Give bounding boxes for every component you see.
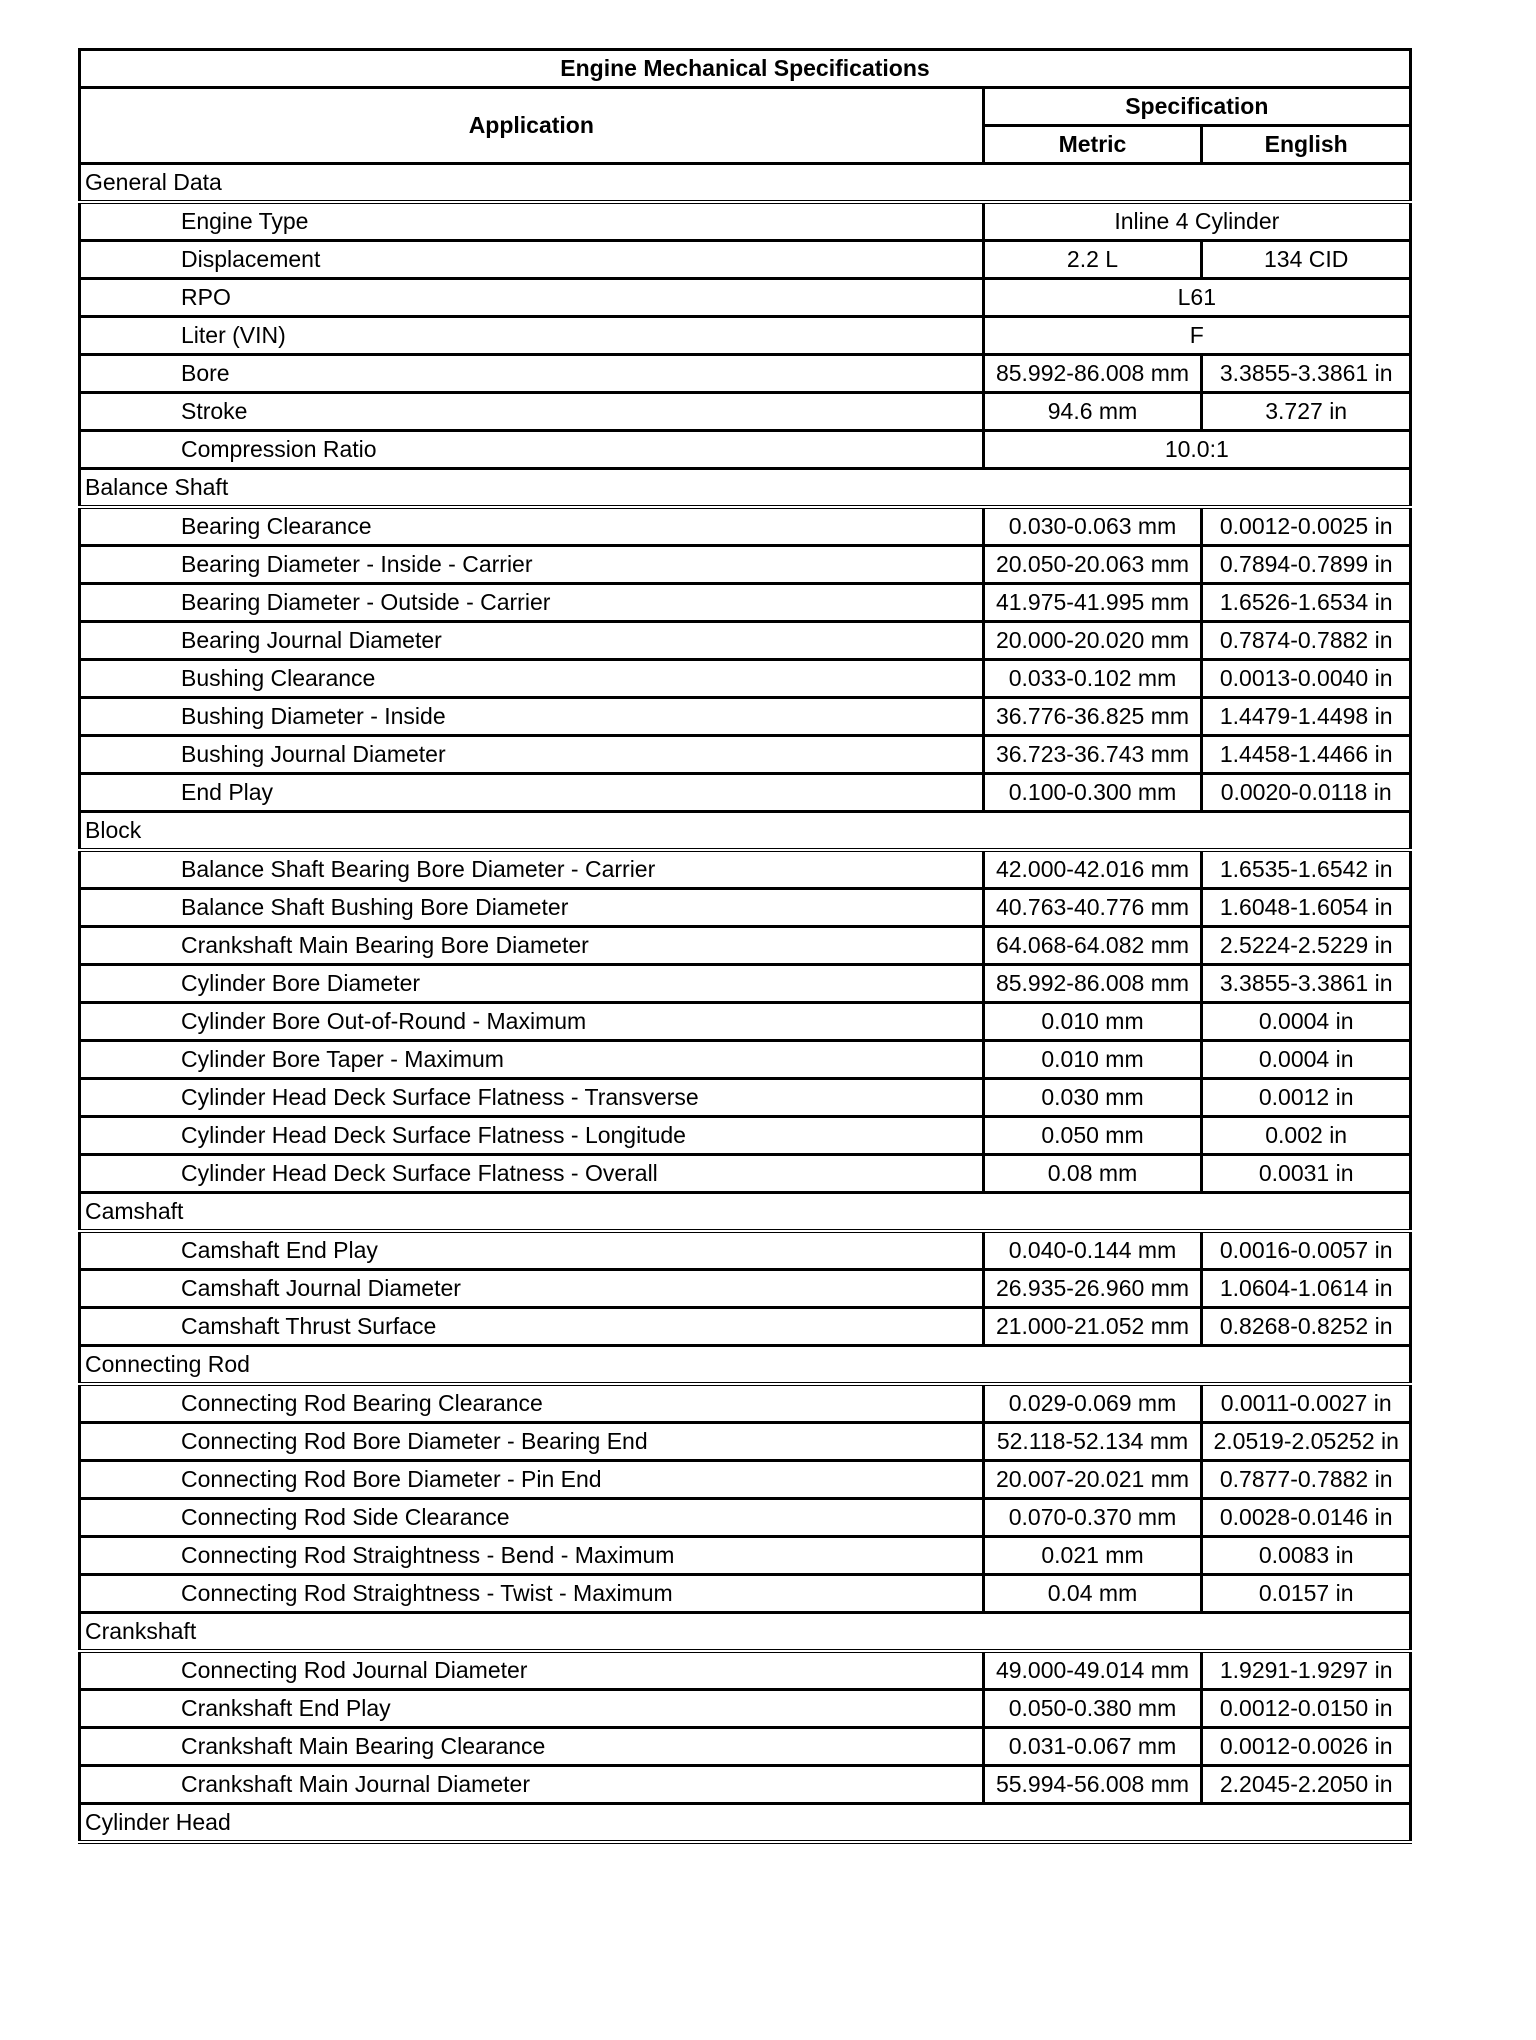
table-row (80, 1575, 1411, 1613)
english-value: 2.0519-2.05252 in (1202, 1423, 1411, 1461)
application-label: Connecting Rod Straightness - Bend - Maximum (80, 1537, 984, 1575)
application-label: Stroke (80, 393, 984, 431)
table-row (80, 1537, 1411, 1575)
section-title: Balance Shaft (80, 469, 1411, 508)
metric-value: 64.068-64.082 mm (983, 927, 1202, 965)
application-label: RPO (80, 279, 984, 317)
table-row (80, 355, 1411, 393)
section-header-row (80, 1346, 1411, 1385)
english-value: 0.7874-0.7882 in (1202, 622, 1411, 660)
metric-value: 0.08 mm (983, 1155, 1202, 1193)
application-label: Cylinder Head Deck Surface Flatness - Transverse (80, 1079, 984, 1117)
application-label: Bore (80, 355, 984, 393)
section-title: Camshaft (80, 1193, 1411, 1232)
specification-value: L61 (983, 279, 1410, 317)
english-value: 0.0012-0.0150 in (1202, 1690, 1411, 1728)
engine-specifications-table (78, 48, 1412, 1844)
table-row (80, 546, 1411, 584)
english-value: 0.0012-0.0026 in (1202, 1728, 1411, 1766)
metric-value: 0.040-0.144 mm (983, 1231, 1202, 1270)
section-header-row (80, 812, 1411, 851)
metric-value: 20.007-20.021 mm (983, 1461, 1202, 1499)
section-header-row (80, 1193, 1411, 1232)
english-value: 0.0011-0.0027 in (1202, 1384, 1411, 1423)
application-label: Bushing Clearance (80, 660, 984, 698)
metric-value: 21.000-21.052 mm (983, 1308, 1202, 1346)
table-row (80, 889, 1411, 927)
table-row (80, 1728, 1411, 1766)
table-row (80, 1041, 1411, 1079)
application-label: Bushing Diameter - Inside (80, 698, 984, 736)
table-row (80, 1155, 1411, 1193)
table-row (80, 1079, 1411, 1117)
table-row (80, 1690, 1411, 1728)
application-label: Compression Ratio (80, 431, 984, 469)
application-label: Displacement (80, 241, 984, 279)
table-title: Engine Mechanical Specifications (80, 50, 1411, 88)
metric-value: 49.000-49.014 mm (983, 1651, 1202, 1690)
section-title: Block (80, 812, 1411, 851)
english-value: 1.6526-1.6534 in (1202, 584, 1411, 622)
table-row (80, 393, 1411, 431)
table-row (80, 1651, 1411, 1690)
table-row (80, 279, 1411, 317)
application-label: Balance Shaft Bearing Bore Diameter - Carrier (80, 850, 984, 889)
english-value: 1.0604-1.0614 in (1202, 1270, 1411, 1308)
application-label: Connecting Rod Bearing Clearance (80, 1384, 984, 1423)
metric-value: 20.000-20.020 mm (983, 622, 1202, 660)
application-label: Bearing Diameter - Inside - Carrier (80, 546, 984, 584)
application-label: Bearing Diameter - Outside - Carrier (80, 584, 984, 622)
english-value: 1.4479-1.4498 in (1202, 698, 1411, 736)
table-row (80, 736, 1411, 774)
metric-value: 0.010 mm (983, 1003, 1202, 1041)
english-value: 1.4458-1.4466 in (1202, 736, 1411, 774)
table-row (80, 698, 1411, 736)
table-row (80, 1384, 1411, 1423)
metric-value: 26.935-26.960 mm (983, 1270, 1202, 1308)
table-row (80, 431, 1411, 469)
metric-value: 94.6 mm (983, 393, 1202, 431)
table-row (80, 1766, 1411, 1804)
english-value: 1.6535-1.6542 in (1202, 850, 1411, 889)
english-value: 1.9291-1.9297 in (1202, 1651, 1411, 1690)
application-label: Cylinder Bore Out-of-Round - Maximum (80, 1003, 984, 1041)
metric-value: 2.2 L (983, 241, 1202, 279)
table-row (80, 1231, 1411, 1270)
application-label: Camshaft Journal Diameter (80, 1270, 984, 1308)
english-value: 0.0020-0.0118 in (1202, 774, 1411, 812)
table-row (80, 584, 1411, 622)
metric-header: Metric (983, 126, 1202, 164)
table-row (80, 202, 1411, 241)
table-row (80, 507, 1411, 546)
english-value: 0.0157 in (1202, 1575, 1411, 1613)
table-row (80, 317, 1411, 355)
application-label: Bearing Journal Diameter (80, 622, 984, 660)
specification-value: 10.0:1 (983, 431, 1410, 469)
application-label: Crankshaft Main Journal Diameter (80, 1766, 984, 1804)
english-value: 1.6048-1.6054 in (1202, 889, 1411, 927)
section-title: Connecting Rod (80, 1346, 1411, 1385)
application-label: End Play (80, 774, 984, 812)
specification-value: Inline 4 Cylinder (983, 202, 1410, 241)
table-row (80, 660, 1411, 698)
application-label: Cylinder Head Deck Surface Flatness - Overall (80, 1155, 984, 1193)
metric-value: 0.010 mm (983, 1041, 1202, 1079)
metric-value: 0.070-0.370 mm (983, 1499, 1202, 1537)
section-title: Crankshaft (80, 1613, 1411, 1652)
metric-value: 36.776-36.825 mm (983, 698, 1202, 736)
application-label: Bearing Clearance (80, 507, 984, 546)
application-label: Crankshaft End Play (80, 1690, 984, 1728)
application-label: Connecting Rod Bore Diameter - Pin End (80, 1461, 984, 1499)
application-label: Camshaft Thrust Surface (80, 1308, 984, 1346)
table-row (80, 1117, 1411, 1155)
metric-value: 85.992-86.008 mm (983, 355, 1202, 393)
table-row (80, 850, 1411, 889)
metric-value: 0.100-0.300 mm (983, 774, 1202, 812)
metric-value: 42.000-42.016 mm (983, 850, 1202, 889)
table-row (80, 1423, 1411, 1461)
application-label: Connecting Rod Journal Diameter (80, 1651, 984, 1690)
section-header-row (80, 164, 1411, 203)
english-header: English (1202, 126, 1411, 164)
application-label: Balance Shaft Bushing Bore Diameter (80, 889, 984, 927)
table-row (80, 1461, 1411, 1499)
metric-value: 85.992-86.008 mm (983, 965, 1202, 1003)
table-row (80, 1003, 1411, 1041)
section-header-row (80, 1804, 1411, 1843)
english-value: 0.0031 in (1202, 1155, 1411, 1193)
application-label: Cylinder Bore Diameter (80, 965, 984, 1003)
application-label: Cylinder Bore Taper - Maximum (80, 1041, 984, 1079)
english-value: 0.7877-0.7882 in (1202, 1461, 1411, 1499)
table-row (80, 241, 1411, 279)
application-label: Liter (VIN) (80, 317, 984, 355)
application-label: Crankshaft Main Bearing Bore Diameter (80, 927, 984, 965)
application-label: Bushing Journal Diameter (80, 736, 984, 774)
english-value: 2.5224-2.5229 in (1202, 927, 1411, 965)
english-value: 134 CID (1202, 241, 1411, 279)
english-value: 3.727 in (1202, 393, 1411, 431)
metric-value: 0.033-0.102 mm (983, 660, 1202, 698)
metric-value: 41.975-41.995 mm (983, 584, 1202, 622)
english-value: 0.0083 in (1202, 1537, 1411, 1575)
metric-value: 0.04 mm (983, 1575, 1202, 1613)
metric-value: 52.118-52.134 mm (983, 1423, 1202, 1461)
table-row (80, 1270, 1411, 1308)
metric-value: 0.021 mm (983, 1537, 1202, 1575)
english-value: 0.0013-0.0040 in (1202, 660, 1411, 698)
metric-value: 0.050 mm (983, 1117, 1202, 1155)
english-value: 3.3855-3.3861 in (1202, 355, 1411, 393)
application-label: Engine Type (80, 202, 984, 241)
table-row (80, 965, 1411, 1003)
table-row (80, 1308, 1411, 1346)
english-value: 3.3855-3.3861 in (1202, 965, 1411, 1003)
metric-value: 40.763-40.776 mm (983, 889, 1202, 927)
english-value: 0.0004 in (1202, 1041, 1411, 1079)
metric-value: 0.029-0.069 mm (983, 1384, 1202, 1423)
english-value: 0.0016-0.0057 in (1202, 1231, 1411, 1270)
english-value: 0.0012 in (1202, 1079, 1411, 1117)
metric-value: 20.050-20.063 mm (983, 546, 1202, 584)
table-row (80, 927, 1411, 965)
english-value: 0.0028-0.0146 in (1202, 1499, 1411, 1537)
table-row (80, 1499, 1411, 1537)
application-label: Crankshaft Main Bearing Clearance (80, 1728, 984, 1766)
metric-value: 0.030 mm (983, 1079, 1202, 1117)
section-header-row (80, 1613, 1411, 1652)
application-header: Application (80, 88, 984, 164)
section-title: General Data (80, 164, 1411, 203)
application-label: Connecting Rod Straightness - Twist - Maximum (80, 1575, 984, 1613)
table-row (80, 622, 1411, 660)
english-value: 0.0012-0.0025 in (1202, 507, 1411, 546)
english-value: 0.7894-0.7899 in (1202, 546, 1411, 584)
specification-header: Specification (983, 88, 1410, 126)
application-label: Camshaft End Play (80, 1231, 984, 1270)
table-title-row (80, 50, 1411, 88)
metric-value: 0.050-0.380 mm (983, 1690, 1202, 1728)
metric-value: 36.723-36.743 mm (983, 736, 1202, 774)
application-label: Cylinder Head Deck Surface Flatness - Longitude (80, 1117, 984, 1155)
metric-value: 0.031-0.067 mm (983, 1728, 1202, 1766)
specification-value: F (983, 317, 1410, 355)
application-label: Connecting Rod Bore Diameter - Bearing End (80, 1423, 984, 1461)
metric-value: 0.030-0.063 mm (983, 507, 1202, 546)
header-row (80, 88, 1411, 126)
section-header-row (80, 469, 1411, 508)
application-label: Connecting Rod Side Clearance (80, 1499, 984, 1537)
english-value: 0.8268-0.8252 in (1202, 1308, 1411, 1346)
table-row (80, 774, 1411, 812)
english-value: 2.2045-2.2050 in (1202, 1766, 1411, 1804)
english-value: 0.0004 in (1202, 1003, 1411, 1041)
english-value: 0.002 in (1202, 1117, 1411, 1155)
section-title: Cylinder Head (80, 1804, 1411, 1843)
metric-value: 55.994-56.008 mm (983, 1766, 1202, 1804)
